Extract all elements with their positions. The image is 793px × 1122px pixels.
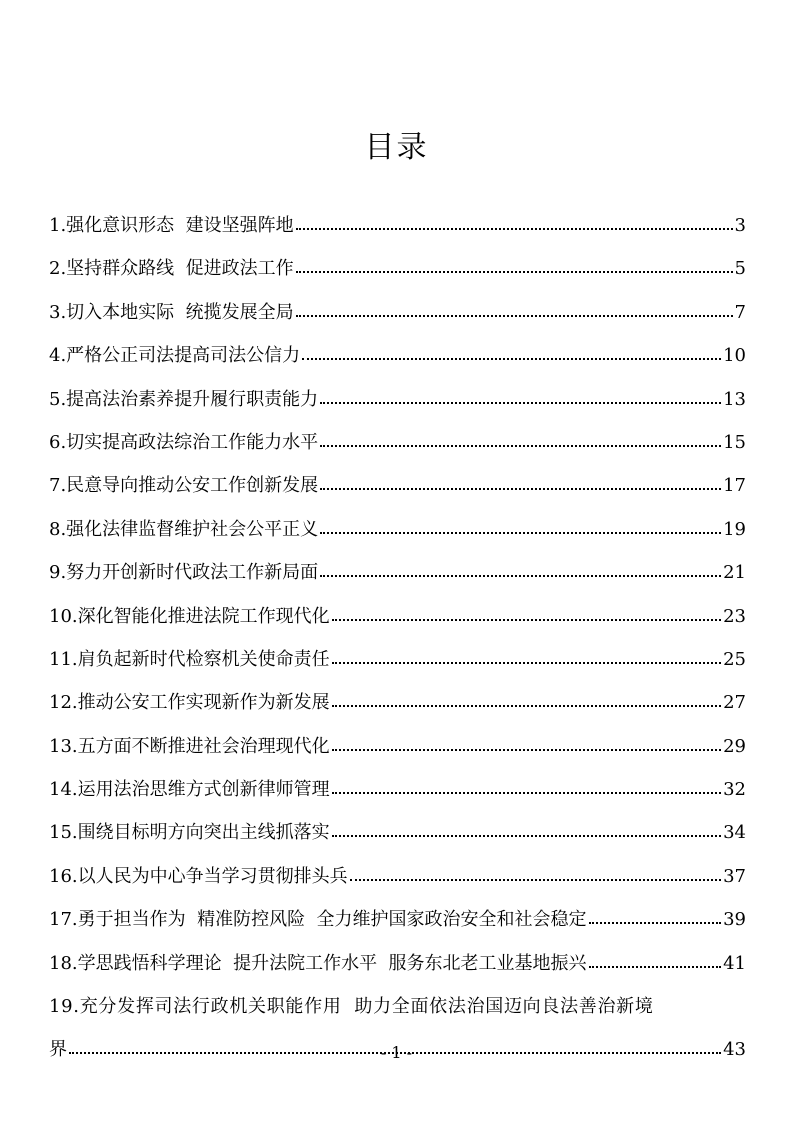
- toc-entry-19-line-1[interactable]: [49, 985, 746, 1028]
- page-number-footer: - 1 -: [380, 1043, 413, 1062]
- dot-leader: [332, 792, 721, 794]
- dot-leader: [332, 835, 721, 837]
- dot-leader: [320, 402, 721, 404]
- toc-entry-2[interactable]: [49, 247, 746, 290]
- toc-entry-text: 19.充分发挥司法行政机关职能作用 助力全面依法治国迈向良法善治新境: [49, 996, 654, 1018]
- toc-entry-text: 界: [49, 1039, 67, 1061]
- toc-entry-1[interactable]: [49, 204, 746, 247]
- toc-entry-9[interactable]: [49, 551, 746, 594]
- dot-leader: [296, 228, 733, 230]
- toc-entry-page: 29: [723, 735, 746, 757]
- toc-entry-6[interactable]: [49, 421, 746, 464]
- toc-entry-text: 6.切实提高政法综治工作能力水平: [49, 431, 319, 453]
- toc-entry-4[interactable]: [49, 334, 746, 377]
- toc-entry-18[interactable]: [49, 942, 746, 985]
- dot-leader: [296, 271, 733, 273]
- toc-entry-text: 3.切入本地实际 统揽发展全局: [49, 301, 294, 323]
- toc-entry-text: 14.运用法治思维方式创新律师管理: [49, 779, 330, 801]
- toc-entry-text: 4.严格公正司法提高司法公信力: [49, 345, 301, 367]
- toc-entry-14[interactable]: [49, 768, 746, 811]
- toc-entry-page: 19: [723, 518, 746, 540]
- toc-entry-text: 2.坚持群众路线 促进政法工作: [49, 258, 294, 280]
- toc-entry-8[interactable]: [49, 508, 746, 551]
- toc-entry-11[interactable]: [49, 638, 746, 681]
- dot-leader: [320, 445, 721, 447]
- toc-entry-page: 5: [734, 258, 746, 280]
- dot-leader: [320, 575, 721, 577]
- toc-entry-text: 5.提高法治素养提升履行职责能力: [49, 388, 319, 410]
- toc-entry-text: 10.深化智能化推进法院工作现代化: [49, 605, 330, 627]
- toc-entry-text: 13.五方面不断推进社会治理现代化: [49, 735, 330, 757]
- toc-entry-text: 15.围绕目标明方向突出主线抓落实: [49, 822, 330, 844]
- toc-entry-page: 21: [723, 562, 746, 584]
- toc-entry-page: 10: [723, 345, 746, 367]
- toc-entry-page: 25: [723, 648, 746, 670]
- toc-entry-3[interactable]: [49, 291, 746, 334]
- toc-entry-text: 12.推动公安工作实现新作为新发展: [49, 692, 330, 714]
- page-title: 目录: [364, 130, 429, 165]
- toc-entry-7[interactable]: [49, 464, 746, 507]
- toc-entry-5[interactable]: [49, 378, 746, 421]
- toc-entry-page: 7: [734, 301, 746, 323]
- toc-entry-page: 37: [723, 865, 746, 887]
- toc-entry-15[interactable]: [49, 811, 746, 854]
- dot-leader: [320, 532, 721, 534]
- dot-leader: [332, 662, 721, 664]
- dot-leader: [589, 922, 722, 924]
- dot-leader: [302, 358, 721, 360]
- dot-leader: [320, 488, 721, 490]
- toc-entry-text: 18.学思践悟科学理论 提升法院工作水平 服务东北老工业基地振兴: [49, 952, 587, 974]
- toc-entry-text: 16.以人民为中心争当学习贯彻排头兵: [49, 865, 348, 887]
- toc-entry-12[interactable]: [49, 681, 746, 724]
- toc-entry-page: 39: [723, 909, 746, 931]
- toc-entry-16[interactable]: [49, 855, 746, 898]
- toc-entry-text: 8.强化法律监督维护社会公平正义: [49, 518, 319, 540]
- toc-entry-text: 7.民意导向推动公安工作创新发展: [49, 475, 319, 497]
- toc-entry-page: 41: [723, 952, 746, 974]
- toc-entry-text: 11.肩负起新时代检察机关使命责任: [49, 648, 330, 670]
- toc-entry-10[interactable]: [49, 595, 746, 638]
- toc-entry-page: 15: [723, 431, 746, 453]
- toc-entry-page: 34: [723, 822, 746, 844]
- toc-entry-page: 32: [723, 779, 746, 801]
- table-of-contents: [49, 204, 746, 1072]
- dot-leader: [350, 879, 721, 881]
- toc-entry-text: 1.强化意识形态 建设坚强阵地: [49, 215, 294, 236]
- dot-leader: [332, 619, 721, 621]
- toc-entry-17[interactable]: [49, 898, 746, 941]
- toc-entry-13[interactable]: [49, 725, 746, 768]
- toc-entry-page: 27: [723, 692, 746, 714]
- dot-leader: [296, 315, 733, 317]
- toc-entry-text: 9.努力开创新时代政法工作新局面: [49, 562, 319, 584]
- dot-leader: [589, 966, 722, 968]
- toc-entry-page: 3: [734, 215, 746, 236]
- toc-entry-page: 43: [723, 1039, 746, 1061]
- toc-entry-page: 23: [723, 605, 746, 627]
- dot-leader: [332, 749, 721, 751]
- toc-entry-text: 17.勇于担当作为 精准防控风险 全力维护国家政治安全和社会稳定: [49, 909, 587, 931]
- dot-leader: [332, 705, 721, 707]
- toc-entry-page: 13: [723, 388, 746, 410]
- toc-entry-page: 17: [723, 475, 746, 497]
